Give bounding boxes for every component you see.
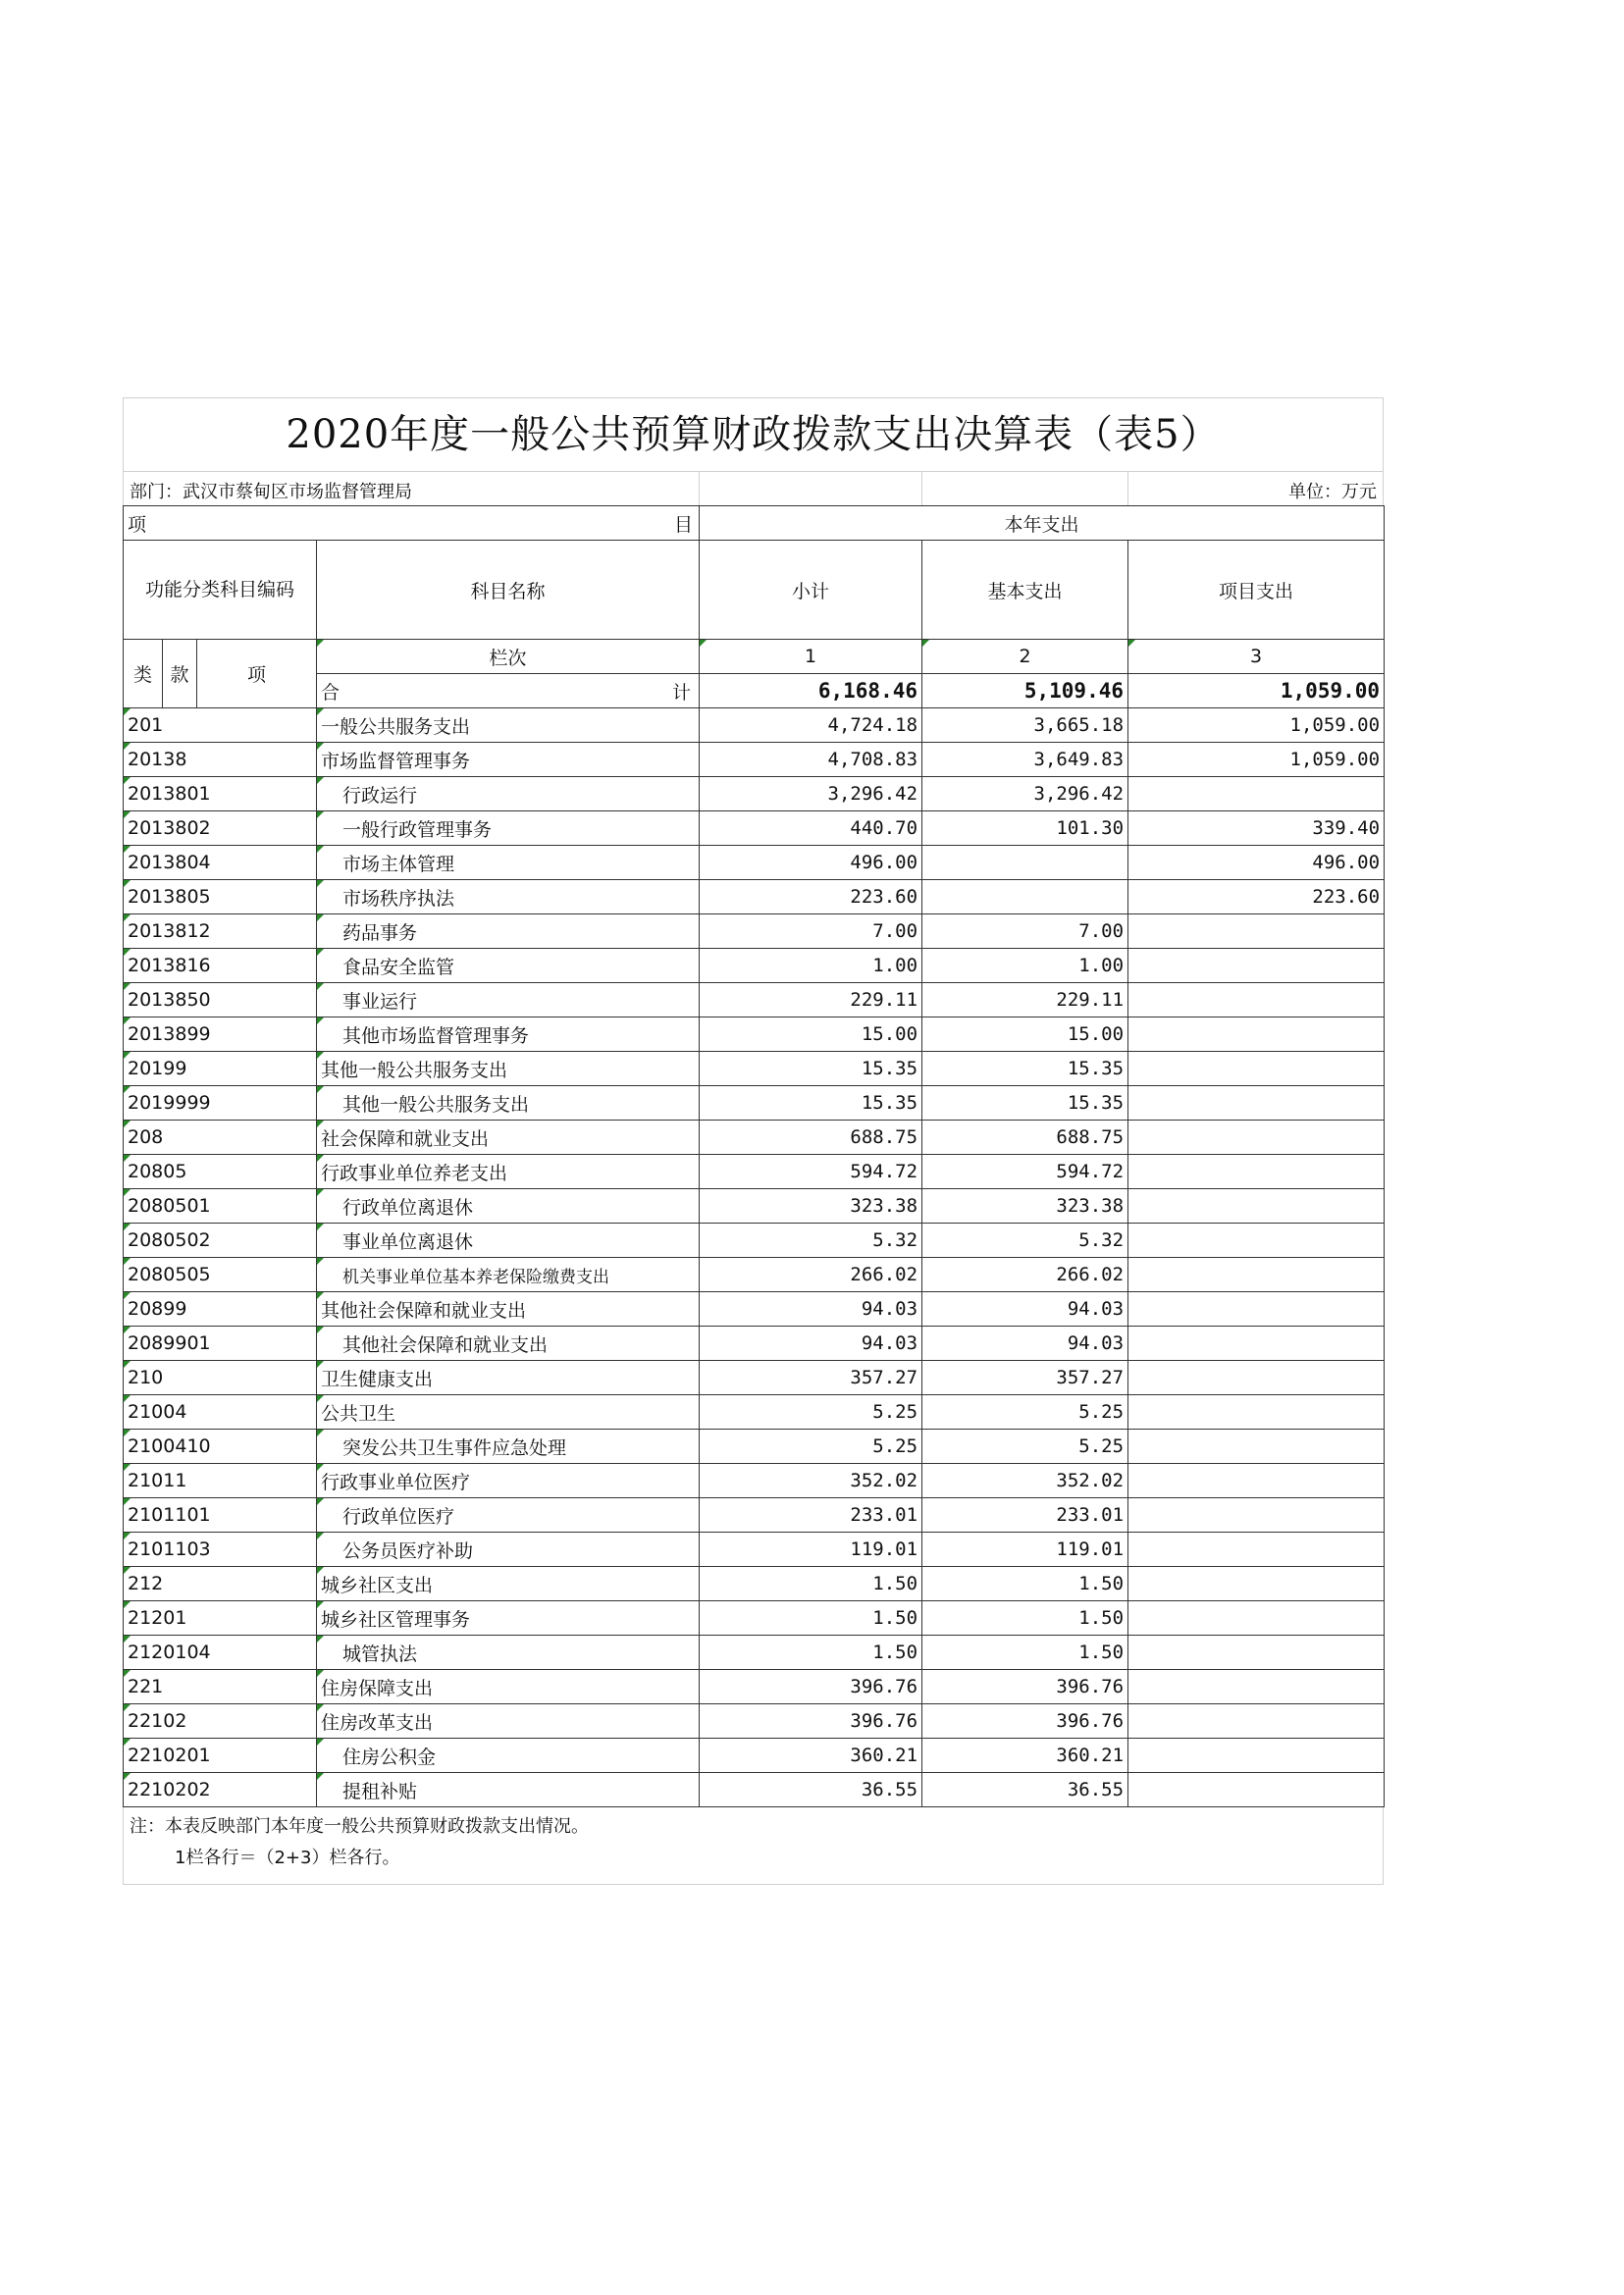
row-basic: 5.32 — [922, 1224, 1128, 1258]
header-lei: 类 — [124, 640, 163, 708]
table-row — [124, 708, 1385, 743]
header-subtotal: 小计 — [700, 541, 922, 640]
row-code: 2101101 — [124, 1498, 317, 1533]
row-project — [1128, 1052, 1385, 1086]
header-project: 项目支出 — [1128, 541, 1385, 640]
row-code: 2210202 — [124, 1773, 317, 1807]
table-row — [124, 1704, 1385, 1739]
row-subtotal: 1.50 — [700, 1601, 922, 1636]
row-name: 城乡社区管理事务 — [317, 1601, 700, 1636]
row-basic: 15.35 — [922, 1052, 1128, 1086]
table-body — [124, 708, 1385, 1807]
row-code: 2019999 — [124, 1086, 317, 1121]
meta-divider — [921, 472, 922, 505]
row-project — [1128, 777, 1385, 811]
row-basic — [922, 846, 1128, 880]
row-subtotal: 4,724.18 — [700, 708, 922, 743]
row-name: 行政事业单位医疗 — [317, 1464, 700, 1498]
table-row — [124, 1498, 1385, 1533]
row-basic: 1.50 — [922, 1601, 1128, 1636]
row-project — [1128, 1086, 1385, 1121]
row-subtotal: 229.11 — [700, 983, 922, 1017]
row-subtotal: 4,708.83 — [700, 743, 922, 777]
row-code: 221 — [124, 1670, 317, 1704]
table-row — [124, 1155, 1385, 1189]
row-code: 2013812 — [124, 914, 317, 949]
table-row — [124, 811, 1385, 846]
row-code: 21201 — [124, 1601, 317, 1636]
row-subtotal: 352.02 — [700, 1464, 922, 1498]
table-row — [124, 1121, 1385, 1155]
row-code: 21011 — [124, 1464, 317, 1498]
row-project: 223.60 — [1128, 880, 1385, 914]
row-project: 496.00 — [1128, 846, 1385, 880]
header-col1: 1 — [700, 640, 922, 674]
meta-row — [123, 471, 1384, 505]
row-name: 一般行政管理事务 — [317, 811, 700, 846]
row-name: 其他社会保障和就业支出 — [317, 1327, 700, 1361]
row-project — [1128, 1017, 1385, 1052]
header-func-code-text: 功能分类科目编码 — [144, 579, 294, 600]
table-row — [124, 777, 1385, 811]
row-subtotal: 440.70 — [700, 811, 922, 846]
row-code: 22102 — [124, 1704, 317, 1739]
header-item-cell — [124, 506, 700, 541]
row-basic: 94.03 — [922, 1327, 1128, 1361]
row-code: 2013802 — [124, 811, 317, 846]
row-project: 1,059.00 — [1128, 743, 1385, 777]
row-subtotal: 94.03 — [700, 1327, 922, 1361]
row-name: 住房公积金 — [317, 1739, 700, 1773]
unit-label: 单位：万元 — [1288, 482, 1377, 502]
row-code: 2013801 — [124, 777, 317, 811]
row-subtotal: 396.76 — [700, 1704, 922, 1739]
row-basic: 15.00 — [922, 1017, 1128, 1052]
row-code: 20899 — [124, 1292, 317, 1327]
total-label-cell — [317, 674, 700, 708]
row-code: 201 — [124, 708, 317, 743]
header-kuan: 款 — [163, 640, 197, 708]
row-project — [1128, 1361, 1385, 1395]
row-code: 20805 — [124, 1155, 317, 1189]
row-name: 机关事业单位基本养老保险缴费支出 — [317, 1258, 700, 1292]
row-name: 行政事业单位养老支出 — [317, 1155, 700, 1189]
row-basic: 119.01 — [922, 1533, 1128, 1567]
header-xiang2: 项 — [197, 640, 317, 708]
row-subtotal: 36.55 — [700, 1773, 922, 1807]
table-row — [124, 880, 1385, 914]
table-row — [124, 743, 1385, 777]
table-row — [124, 1636, 1385, 1670]
row-basic: 36.55 — [922, 1773, 1128, 1807]
row-basic: 352.02 — [922, 1464, 1128, 1498]
meta-divider — [1127, 472, 1128, 505]
row-subtotal: 119.01 — [700, 1533, 922, 1567]
row-subtotal: 496.00 — [700, 846, 922, 880]
row-code: 20199 — [124, 1052, 317, 1086]
row-basic: 1.00 — [922, 949, 1128, 983]
table-row — [124, 1670, 1385, 1704]
row-name: 住房保障支出 — [317, 1670, 700, 1704]
row-basic: 3,649.83 — [922, 743, 1128, 777]
row-project — [1128, 1636, 1385, 1670]
row-subtotal: 594.72 — [700, 1155, 922, 1189]
row-subtotal: 5.25 — [700, 1395, 922, 1430]
row-basic: 360.21 — [922, 1739, 1128, 1773]
row-name: 社会保障和就业支出 — [317, 1121, 700, 1155]
row-name: 行政单位医疗 — [317, 1498, 700, 1533]
row-subtotal: 3,296.42 — [700, 777, 922, 811]
row-name: 城乡社区支出 — [317, 1567, 700, 1601]
row-project: 1,059.00 — [1128, 708, 1385, 743]
row-project — [1128, 1601, 1385, 1636]
row-code: 2013850 — [124, 983, 317, 1017]
row-project — [1128, 914, 1385, 949]
row-code: 208 — [124, 1121, 317, 1155]
total-project: 1,059.00 — [1128, 674, 1385, 708]
row-basic: 1.50 — [922, 1567, 1128, 1601]
total-basic: 5,109.46 — [922, 674, 1128, 708]
row-project — [1128, 1327, 1385, 1361]
row-project: 339.40 — [1128, 811, 1385, 846]
row-subtotal: 1.50 — [700, 1567, 922, 1601]
report-title: 2020年度一般公共预算财政拨款支出决算表（表5） — [123, 397, 1384, 471]
row-subtotal: 15.35 — [700, 1086, 922, 1121]
row-code: 2013899 — [124, 1017, 317, 1052]
row-code: 21004 — [124, 1395, 317, 1430]
header-subject-name: 科目名称 — [317, 541, 700, 640]
table-row — [124, 1052, 1385, 1086]
row-code: 2210201 — [124, 1739, 317, 1773]
table-row — [124, 1086, 1385, 1121]
row-code: 210 — [124, 1361, 317, 1395]
row-name: 行政运行 — [317, 777, 700, 811]
row-code: 2101103 — [124, 1533, 317, 1567]
row-name: 提租补贴 — [317, 1773, 700, 1807]
header-col3: 3 — [1128, 640, 1385, 674]
row-project — [1128, 949, 1385, 983]
row-name: 卫生健康支出 — [317, 1361, 700, 1395]
row-basic: 7.00 — [922, 914, 1128, 949]
row-name: 市场秩序执法 — [317, 880, 700, 914]
row-basic: 101.30 — [922, 811, 1128, 846]
row-code: 2080501 — [124, 1189, 317, 1224]
row-subtotal: 1.50 — [700, 1636, 922, 1670]
row-code: 2080502 — [124, 1224, 317, 1258]
row-project — [1128, 1395, 1385, 1430]
header-func-code — [124, 541, 317, 640]
table-row — [124, 983, 1385, 1017]
row-basic: 594.72 — [922, 1155, 1128, 1189]
row-name: 其他一般公共服务支出 — [317, 1086, 700, 1121]
table-row — [124, 846, 1385, 880]
row-name: 住房改革支出 — [317, 1704, 700, 1739]
row-subtotal: 7.00 — [700, 914, 922, 949]
row-name: 行政单位离退休 — [317, 1189, 700, 1224]
row-name: 其他一般公共服务支出 — [317, 1052, 700, 1086]
total-he: 合 — [321, 681, 341, 704]
row-subtotal: 233.01 — [700, 1498, 922, 1533]
row-code: 2013804 — [124, 846, 317, 880]
table-notes — [123, 1807, 1384, 1885]
row-basic — [922, 880, 1128, 914]
row-name: 市场主体管理 — [317, 846, 700, 880]
header-col2: 2 — [922, 640, 1128, 674]
row-basic: 323.38 — [922, 1189, 1128, 1224]
row-name: 食品安全监管 — [317, 949, 700, 983]
department-label: 部门：武汉市蔡甸区市场监督管理局 — [130, 482, 412, 502]
table-row — [124, 1464, 1385, 1498]
total-subtotal: 6,168.46 — [700, 674, 922, 708]
table-row — [124, 914, 1385, 949]
report-sheet — [123, 397, 1384, 1885]
row-project — [1128, 1464, 1385, 1498]
row-basic: 1.50 — [922, 1636, 1128, 1670]
row-project — [1128, 1224, 1385, 1258]
note-line-1: 注：本表反映部门本年度一般公共预算财政拨款支出情况。 — [130, 1816, 589, 1837]
row-basic: 15.35 — [922, 1086, 1128, 1121]
expenditure-table — [123, 505, 1385, 1807]
row-subtotal: 5.32 — [700, 1224, 922, 1258]
row-basic: 396.76 — [922, 1670, 1128, 1704]
row-project — [1128, 1155, 1385, 1189]
row-basic: 94.03 — [922, 1292, 1128, 1327]
table-row — [124, 1189, 1385, 1224]
table-row — [124, 1361, 1385, 1395]
table-row — [124, 1017, 1385, 1052]
table-row — [124, 949, 1385, 983]
row-basic: 5.25 — [922, 1395, 1128, 1430]
header-row-2 — [124, 541, 1385, 640]
total-ji: 计 — [672, 681, 692, 704]
row-basic: 5.25 — [922, 1430, 1128, 1464]
table-row — [124, 1395, 1385, 1430]
header-row-1 — [124, 506, 1385, 541]
table-row — [124, 1430, 1385, 1464]
row-name: 其他市场监督管理事务 — [317, 1017, 700, 1052]
header-basic: 基本支出 — [922, 541, 1128, 640]
row-subtotal: 15.00 — [700, 1017, 922, 1052]
row-subtotal: 223.60 — [700, 880, 922, 914]
row-project — [1128, 1498, 1385, 1533]
row-subtotal: 323.38 — [700, 1189, 922, 1224]
row-project — [1128, 1704, 1385, 1739]
table-row — [124, 1533, 1385, 1567]
row-basic: 3,665.18 — [922, 708, 1128, 743]
row-project — [1128, 1670, 1385, 1704]
row-project — [1128, 1430, 1385, 1464]
row-code: 2013805 — [124, 880, 317, 914]
table-row — [124, 1258, 1385, 1292]
row-name: 公务员医疗补助 — [317, 1533, 700, 1567]
row-basic: 3,296.42 — [922, 777, 1128, 811]
row-subtotal: 1.00 — [700, 949, 922, 983]
row-name: 事业单位离退休 — [317, 1224, 700, 1258]
row-project — [1128, 1189, 1385, 1224]
row-code: 2120104 — [124, 1636, 317, 1670]
row-code: 2013816 — [124, 949, 317, 983]
table-row — [124, 1567, 1385, 1601]
row-project — [1128, 1292, 1385, 1327]
row-name: 城管执法 — [317, 1636, 700, 1670]
row-subtotal: 266.02 — [700, 1258, 922, 1292]
row-code: 2100410 — [124, 1430, 317, 1464]
row-basic: 688.75 — [922, 1121, 1128, 1155]
row-basic: 229.11 — [922, 983, 1128, 1017]
row-subtotal: 357.27 — [700, 1361, 922, 1395]
table-row — [124, 1224, 1385, 1258]
row-name: 一般公共服务支出 — [317, 708, 700, 743]
header-mu: 目 — [674, 513, 694, 536]
row-subtotal: 5.25 — [700, 1430, 922, 1464]
header-row-3 — [124, 640, 1385, 674]
row-basic: 233.01 — [922, 1498, 1128, 1533]
row-name: 药品事务 — [317, 914, 700, 949]
table-row — [124, 1601, 1385, 1636]
row-subtotal: 15.35 — [700, 1052, 922, 1086]
row-project — [1128, 1121, 1385, 1155]
row-basic: 266.02 — [922, 1258, 1128, 1292]
meta-divider — [699, 472, 700, 505]
row-name: 事业运行 — [317, 983, 700, 1017]
note-line-2: 1栏各行＝（2+3）栏各行。 — [175, 1848, 400, 1868]
table-row — [124, 1773, 1385, 1807]
row-name: 其他社会保障和就业支出 — [317, 1292, 700, 1327]
row-project — [1128, 1533, 1385, 1567]
row-code: 20138 — [124, 743, 317, 777]
row-code: 2089901 — [124, 1327, 317, 1361]
row-code: 2080505 — [124, 1258, 317, 1292]
header-xiang: 项 — [128, 513, 147, 536]
row-project — [1128, 983, 1385, 1017]
row-project — [1128, 1739, 1385, 1773]
row-subtotal: 396.76 — [700, 1670, 922, 1704]
row-name: 市场监督管理事务 — [317, 743, 700, 777]
row-subtotal: 688.75 — [700, 1121, 922, 1155]
row-code: 212 — [124, 1567, 317, 1601]
row-subtotal: 94.03 — [700, 1292, 922, 1327]
table-row — [124, 1327, 1385, 1361]
header-column-label: 栏次 — [317, 640, 700, 674]
row-subtotal: 360.21 — [700, 1739, 922, 1773]
row-name: 公共卫生 — [317, 1395, 700, 1430]
row-project — [1128, 1567, 1385, 1601]
table-row — [124, 1292, 1385, 1327]
row-project — [1128, 1258, 1385, 1292]
row-name: 突发公共卫生事件应急处理 — [317, 1430, 700, 1464]
header-current-year: 本年支出 — [700, 506, 1385, 541]
row-project — [1128, 1773, 1385, 1807]
row-basic: 357.27 — [922, 1361, 1128, 1395]
table-row — [124, 1739, 1385, 1773]
row-basic: 396.76 — [922, 1704, 1128, 1739]
